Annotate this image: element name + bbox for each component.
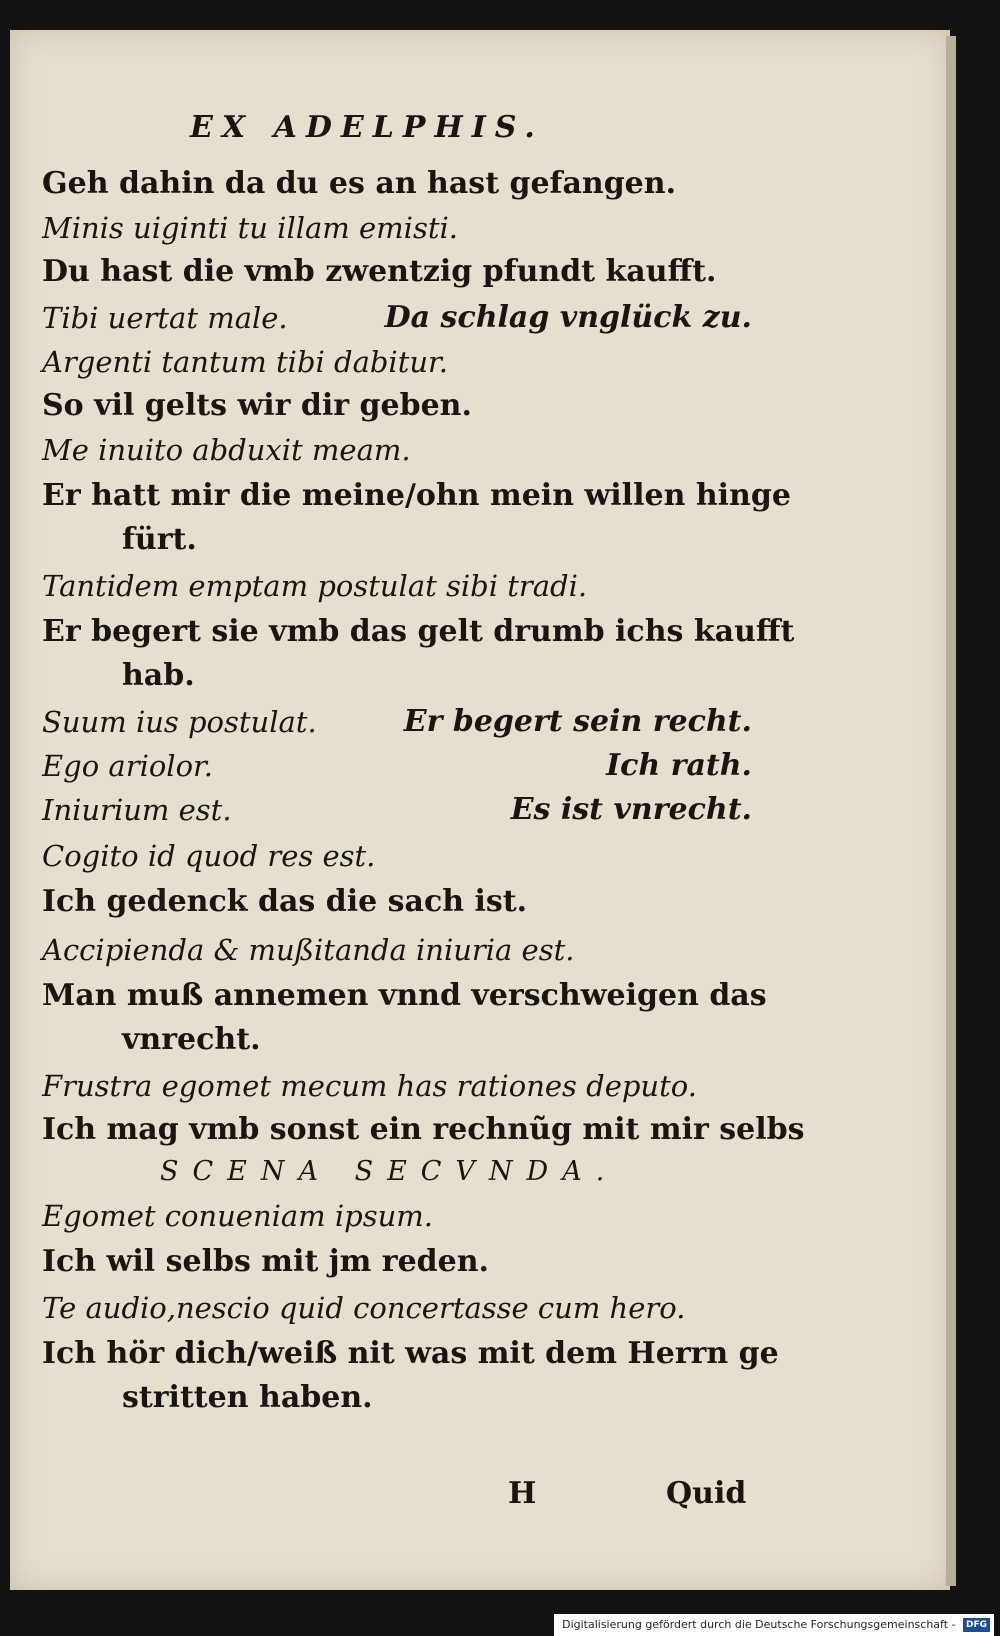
page-edge [946, 36, 956, 1586]
line-german: Da schlag vnglück zu. [384, 300, 752, 335]
text-line: stritten haben. [122, 1380, 373, 1415]
text-line: Ich gedenck das die sach ist. [42, 884, 528, 919]
text-line: Te audio,nescio quid concertasse cum hero. [42, 1291, 686, 1325]
text-line: Man muß annemen vnnd verschweigen das [42, 978, 767, 1013]
text-line: hab. [122, 658, 195, 693]
text-line: Ich hör dich/weiß nit was mit dem Herrn ge [42, 1336, 779, 1371]
text-line: Geh dahin da du es an hast gefangen. [42, 166, 677, 201]
text-line: So vil gelts wir dir geben. [42, 388, 472, 423]
scene-heading: SCENA SECVNDA. [160, 1156, 619, 1187]
text-line: Frustra egomet mecum has rationes deputo. [42, 1069, 697, 1103]
text-line: fürt. [122, 522, 197, 557]
line-latin: Tibi uertat male. [42, 301, 288, 335]
text-line: Er begert sie vmb das gelt drumb ichs kaufft [42, 614, 795, 649]
text-line: Er hatt mir die meine/ohn mein willen hinge [42, 478, 791, 513]
text-line [42, 744, 752, 788]
text-line [42, 788, 752, 832]
text-line: Me inuito abduxit meam. [42, 433, 411, 467]
text-line: Argenti tantum tibi dabitur. [42, 345, 448, 379]
text-line: Egomet conueniam ipsum. [42, 1199, 434, 1233]
line-latin: Iniurium est. [42, 793, 232, 827]
dfg-logo-icon: DFG [963, 1618, 990, 1632]
line-latin: Suum ius postulat. [42, 705, 317, 739]
line-german: Ich rath. [606, 748, 752, 783]
signature-mark: H [508, 1476, 537, 1511]
credit-text: Digitalisierung gefördert durch die Deutsche Forschungsgemeinschaft - [562, 1618, 956, 1631]
text-line [42, 296, 752, 340]
text-line: Tantidem emptam postulat sibi tradi. [42, 569, 588, 603]
text-line: Cogito id quod res est. [42, 839, 376, 873]
text-line: Minis uiginti tu illam emisti. [42, 211, 458, 245]
text-line: Ich wil selbs mit jm reden. [42, 1244, 489, 1279]
text-line: Accipienda & mußitanda iniuria est. [42, 933, 575, 967]
digitization-credit [554, 1614, 994, 1636]
running-header: EX ADELPHIS. [190, 110, 544, 145]
text-line: Du hast die vmb zwentzig pfundt kaufft. [42, 254, 717, 289]
line-german: Er begert sein recht. [403, 704, 752, 739]
text-line [42, 700, 752, 744]
catchword: Quid [666, 1476, 747, 1511]
line-latin: Ego ariolor. [42, 749, 213, 783]
line-german: Es ist vnrecht. [510, 792, 752, 827]
text-line: vnrecht. [122, 1022, 261, 1057]
text-line: Ich mag vmb sonst ein rechnũg mit mir selbs [42, 1112, 805, 1147]
